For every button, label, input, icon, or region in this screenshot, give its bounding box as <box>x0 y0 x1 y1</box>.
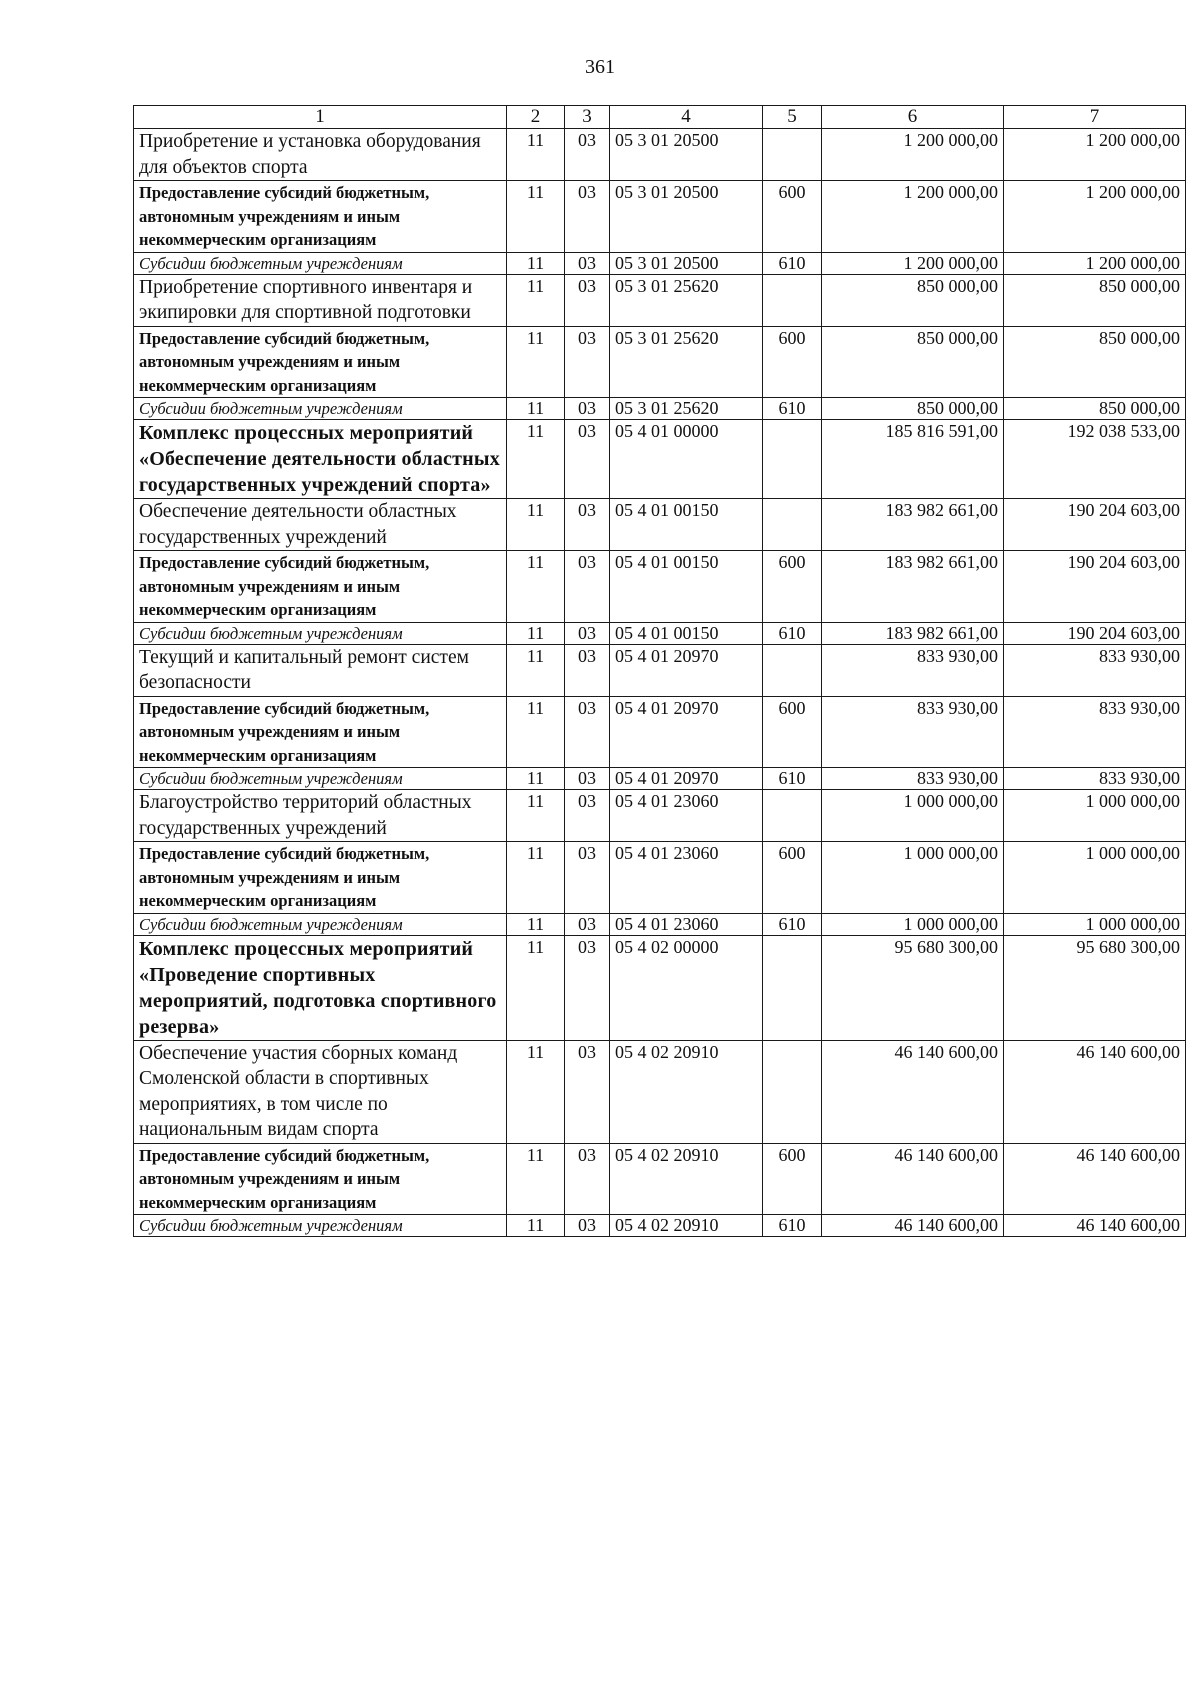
row-expense-type-cell: 600 <box>763 1143 822 1215</box>
column-header-sum-year-1: 6 <box>822 106 1004 129</box>
row-section-cell: 11 <box>507 326 565 398</box>
row-target-code-cell: 05 4 01 00150 <box>610 499 763 551</box>
row-section-cell: 11 <box>507 1040 565 1143</box>
table-row <box>134 274 1186 326</box>
row-subsection-cell: 03 <box>565 129 610 181</box>
budget-table <box>133 105 1186 1237</box>
row-section-cell: 11 <box>507 913 565 935</box>
row-sum-year-2-cell: 1 000 000,00 <box>1004 913 1186 935</box>
row-name-cell: Субсидии бюджетным учреждениям <box>134 398 507 420</box>
row-target-code-cell: 05 4 01 20970 <box>610 696 763 768</box>
row-subsection-cell: 03 <box>565 499 610 551</box>
row-sum-year-2-cell: 192 038 533,00 <box>1004 420 1186 499</box>
row-name-cell: Комплекс процессных мероприятий «Проведение спортивных мероприятий, подготовка спортивного резерва» <box>134 935 507 1040</box>
row-expense-type-cell <box>763 420 822 499</box>
row-name-cell: Субсидии бюджетным учреждениям <box>134 252 507 274</box>
row-target-code-cell: 05 4 02 00000 <box>610 935 763 1040</box>
row-sum-year-2-cell: 1 200 000,00 <box>1004 129 1186 181</box>
row-target-code-cell: 05 4 02 20910 <box>610 1040 763 1143</box>
row-sum-year-1-cell: 833 930,00 <box>822 768 1004 790</box>
row-subsection-cell: 03 <box>565 913 610 935</box>
row-name-cell: Обеспечение деятельности областных государственных учреждений <box>134 499 507 551</box>
row-subsection-cell: 03 <box>565 696 610 768</box>
row-section-cell: 11 <box>507 181 565 253</box>
page-number: 361 <box>585 56 615 78</box>
row-name-cell: Предоставление субсидий бюджетным, автономным учреждениям и иным некоммерческим организациям <box>134 696 507 768</box>
table-row <box>134 842 1186 914</box>
row-section-cell: 11 <box>507 551 565 623</box>
row-name-cell: Предоставление субсидий бюджетным, автономным учреждениям и иным некоммерческим организациям <box>134 551 507 623</box>
row-section-cell: 11 <box>507 768 565 790</box>
row-sum-year-2-cell: 1 200 000,00 <box>1004 252 1186 274</box>
row-sum-year-1-cell: 46 140 600,00 <box>822 1040 1004 1143</box>
column-header-subsection: 3 <box>565 106 610 129</box>
row-subsection-cell: 03 <box>565 252 610 274</box>
row-sum-year-1-cell: 1 000 000,00 <box>822 790 1004 842</box>
row-sum-year-2-cell: 46 140 600,00 <box>1004 1040 1186 1143</box>
row-name-cell: Субсидии бюджетным учреждениям <box>134 768 507 790</box>
row-sum-year-2-cell: 833 930,00 <box>1004 696 1186 768</box>
row-target-code-cell: 05 3 01 20500 <box>610 252 763 274</box>
table-row <box>134 644 1186 696</box>
row-expense-type-cell <box>763 790 822 842</box>
row-expense-type-cell: 610 <box>763 768 822 790</box>
row-expense-type-cell: 600 <box>763 181 822 253</box>
row-target-code-cell: 05 4 01 23060 <box>610 842 763 914</box>
row-sum-year-1-cell: 95 680 300,00 <box>822 935 1004 1040</box>
row-target-code-cell: 05 3 01 25620 <box>610 398 763 420</box>
header-row <box>134 106 1186 129</box>
row-sum-year-2-cell: 1 200 000,00 <box>1004 181 1186 253</box>
row-section-cell: 11 <box>507 129 565 181</box>
row-sum-year-1-cell: 185 816 591,00 <box>822 420 1004 499</box>
row-sum-year-1-cell: 850 000,00 <box>822 398 1004 420</box>
column-header-expense-type: 5 <box>763 106 822 129</box>
row-target-code-cell: 05 4 01 20970 <box>610 644 763 696</box>
row-sum-year-2-cell: 46 140 600,00 <box>1004 1215 1186 1237</box>
row-sum-year-1-cell: 183 982 661,00 <box>822 622 1004 644</box>
row-target-code-cell: 05 3 01 25620 <box>610 326 763 398</box>
row-target-code-cell: 05 4 02 20910 <box>610 1215 763 1237</box>
table-row <box>134 499 1186 551</box>
row-sum-year-2-cell: 1 000 000,00 <box>1004 790 1186 842</box>
row-sum-year-2-cell: 850 000,00 <box>1004 326 1186 398</box>
row-name-cell: Текущий и капитальный ремонт систем безопасности <box>134 644 507 696</box>
row-subsection-cell: 03 <box>565 1215 610 1237</box>
row-sum-year-1-cell: 1 200 000,00 <box>822 252 1004 274</box>
row-sum-year-2-cell: 46 140 600,00 <box>1004 1143 1186 1215</box>
table-row <box>134 790 1186 842</box>
row-name-cell: Предоставление субсидий бюджетным, автономным учреждениям и иным некоммерческим организациям <box>134 326 507 398</box>
row-name-cell: Субсидии бюджетным учреждениям <box>134 622 507 644</box>
row-section-cell: 11 <box>507 398 565 420</box>
row-subsection-cell: 03 <box>565 842 610 914</box>
row-sum-year-2-cell: 1 000 000,00 <box>1004 842 1186 914</box>
row-subsection-cell: 03 <box>565 935 610 1040</box>
row-expense-type-cell <box>763 1040 822 1143</box>
row-name-cell: Предоставление субсидий бюджетным, автономным учреждениям и иным некоммерческим организациям <box>134 181 507 253</box>
row-section-cell: 11 <box>507 420 565 499</box>
row-subsection-cell: 03 <box>565 622 610 644</box>
row-subsection-cell: 03 <box>565 1143 610 1215</box>
row-section-cell: 11 <box>507 935 565 1040</box>
row-sum-year-1-cell: 1 200 000,00 <box>822 129 1004 181</box>
row-target-code-cell: 05 3 01 20500 <box>610 129 763 181</box>
row-expense-type-cell: 610 <box>763 252 822 274</box>
row-target-code-cell: 05 4 01 23060 <box>610 913 763 935</box>
row-section-cell: 11 <box>507 252 565 274</box>
row-target-code-cell: 05 3 01 25620 <box>610 274 763 326</box>
row-sum-year-2-cell: 190 204 603,00 <box>1004 551 1186 623</box>
row-target-code-cell: 05 4 01 00000 <box>610 420 763 499</box>
row-subsection-cell: 03 <box>565 398 610 420</box>
row-sum-year-1-cell: 833 930,00 <box>822 644 1004 696</box>
row-name-cell: Предоставление субсидий бюджетным, автономным учреждениям и иным некоммерческим организациям <box>134 842 507 914</box>
table-row <box>134 129 1186 181</box>
row-target-code-cell: 05 4 01 00150 <box>610 551 763 623</box>
row-sum-year-1-cell: 183 982 661,00 <box>822 499 1004 551</box>
row-subsection-cell: 03 <box>565 1040 610 1143</box>
row-name-cell: Предоставление субсидий бюджетным, автономным учреждениям и иным некоммерческим организациям <box>134 1143 507 1215</box>
row-section-cell: 11 <box>507 274 565 326</box>
row-section-cell: 11 <box>507 842 565 914</box>
row-sum-year-1-cell: 1 200 000,00 <box>822 181 1004 253</box>
row-subsection-cell: 03 <box>565 768 610 790</box>
row-expense-type-cell: 610 <box>763 1215 822 1237</box>
table-row <box>134 622 1186 644</box>
table-row <box>134 398 1186 420</box>
row-expense-type-cell: 610 <box>763 913 822 935</box>
row-subsection-cell: 03 <box>565 644 610 696</box>
column-header-name: 1 <box>134 106 507 129</box>
row-section-cell: 11 <box>507 790 565 842</box>
row-sum-year-1-cell: 1 000 000,00 <box>822 842 1004 914</box>
row-name-cell: Субсидии бюджетным учреждениям <box>134 913 507 935</box>
column-header-section: 2 <box>507 106 565 129</box>
row-expense-type-cell <box>763 644 822 696</box>
column-header-sum-year-2: 7 <box>1004 106 1186 129</box>
row-expense-type-cell <box>763 499 822 551</box>
table-row <box>134 696 1186 768</box>
row-sum-year-1-cell: 850 000,00 <box>822 274 1004 326</box>
row-sum-year-1-cell: 1 000 000,00 <box>822 913 1004 935</box>
column-header-target-code: 4 <box>610 106 763 129</box>
table-row <box>134 1040 1186 1143</box>
row-subsection-cell: 03 <box>565 790 610 842</box>
row-name-cell: Обеспечение участия сборных команд Смоленской области в спортивных мероприятиях, в том числе по национальным видам спорта <box>134 1040 507 1143</box>
row-section-cell: 11 <box>507 1215 565 1237</box>
table-row <box>134 252 1186 274</box>
row-expense-type-cell: 600 <box>763 326 822 398</box>
row-name-cell: Благоустройство территорий областных государственных учреждений <box>134 790 507 842</box>
row-sum-year-1-cell: 46 140 600,00 <box>822 1143 1004 1215</box>
row-expense-type-cell: 610 <box>763 622 822 644</box>
row-subsection-cell: 03 <box>565 181 610 253</box>
table-row <box>134 935 1186 1040</box>
row-subsection-cell: 03 <box>565 551 610 623</box>
row-sum-year-2-cell: 95 680 300,00 <box>1004 935 1186 1040</box>
row-expense-type-cell: 600 <box>763 696 822 768</box>
row-sum-year-2-cell: 850 000,00 <box>1004 274 1186 326</box>
row-section-cell: 11 <box>507 622 565 644</box>
row-target-code-cell: 05 3 01 20500 <box>610 181 763 253</box>
row-sum-year-1-cell: 46 140 600,00 <box>822 1215 1004 1237</box>
row-sum-year-1-cell: 833 930,00 <box>822 696 1004 768</box>
table-row <box>134 1215 1186 1237</box>
table-row <box>134 326 1186 398</box>
row-sum-year-2-cell: 833 930,00 <box>1004 644 1186 696</box>
row-subsection-cell: 03 <box>565 326 610 398</box>
row-expense-type-cell <box>763 274 822 326</box>
row-sum-year-2-cell: 190 204 603,00 <box>1004 499 1186 551</box>
row-subsection-cell: 03 <box>565 274 610 326</box>
row-sum-year-2-cell: 833 930,00 <box>1004 768 1186 790</box>
row-name-cell: Комплекс процессных мероприятий «Обеспечение деятельности областных государственных учреждений спорта» <box>134 420 507 499</box>
row-expense-type-cell <box>763 935 822 1040</box>
table-row <box>134 420 1186 499</box>
row-expense-type-cell: 610 <box>763 398 822 420</box>
row-name-cell: Субсидии бюджетным учреждениям <box>134 1215 507 1237</box>
row-name-cell: Приобретение спортивного инвентаря и экипировки для спортивной подготовки <box>134 274 507 326</box>
row-target-code-cell: 05 4 02 20910 <box>610 1143 763 1215</box>
row-expense-type-cell: 600 <box>763 842 822 914</box>
row-target-code-cell: 05 4 01 00150 <box>610 622 763 644</box>
table-row <box>134 768 1186 790</box>
row-sum-year-1-cell: 183 982 661,00 <box>822 551 1004 623</box>
row-subsection-cell: 03 <box>565 420 610 499</box>
row-section-cell: 11 <box>507 499 565 551</box>
row-expense-type-cell <box>763 129 822 181</box>
row-target-code-cell: 05 4 01 23060 <box>610 790 763 842</box>
table-row <box>134 181 1186 253</box>
row-section-cell: 11 <box>507 696 565 768</box>
row-expense-type-cell: 600 <box>763 551 822 623</box>
row-section-cell: 11 <box>507 1143 565 1215</box>
row-sum-year-2-cell: 850 000,00 <box>1004 398 1186 420</box>
row-sum-year-2-cell: 190 204 603,00 <box>1004 622 1186 644</box>
table-row <box>134 913 1186 935</box>
row-sum-year-1-cell: 850 000,00 <box>822 326 1004 398</box>
row-name-cell: Приобретение и установка оборудования для объектов спорта <box>134 129 507 181</box>
row-section-cell: 11 <box>507 644 565 696</box>
row-target-code-cell: 05 4 01 20970 <box>610 768 763 790</box>
table-row <box>134 551 1186 623</box>
table-row <box>134 1143 1186 1215</box>
